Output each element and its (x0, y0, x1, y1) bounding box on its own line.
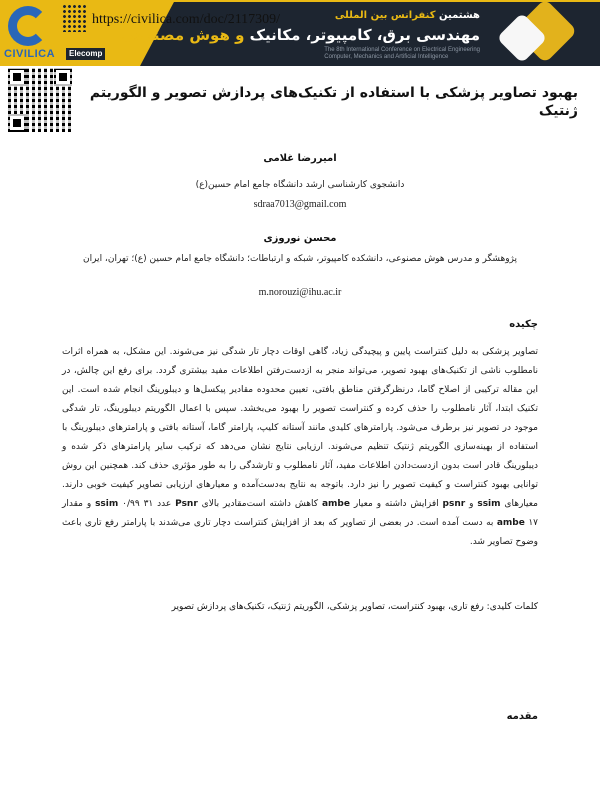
qr-finder-icon (59, 73, 67, 81)
abstract-text: افزایش داشته و معیار (353, 499, 439, 509)
abstract-heading: چکیده (509, 319, 538, 330)
conference-banner (0, 0, 600, 66)
author-affiliation: دانشجوی کارشناسی ارشد دانشگاه جامع امام حسین(ع) (195, 180, 405, 190)
conference-title-main: مهندسی برق، کامپیوتر، مکانیک (249, 26, 480, 44)
conference-english-line1: The 8th International Conference on Electrical Engineering (324, 47, 480, 53)
abstract-text: ۰/۹۹ و مقدار (62, 499, 140, 509)
author-name: امیررضا غلامی (263, 153, 337, 164)
qr-finder-icon (13, 73, 21, 81)
author-email: m.norouzi@ihu.ac.ir (258, 287, 342, 298)
banner-top-strip (0, 0, 600, 2)
abstract-text: عدد ۳۱ (143, 499, 172, 509)
author-email: sdraa7013@gmail.com (253, 199, 347, 210)
conference-english-line2: Computer, Mechanics and Artificial Intelligence (324, 54, 449, 60)
abstract-text: ۱۷ به دست آمده است. در بعضی از تصاویر که بعد از افزایش کنتراست دچار تاری می‌شدند با پارامتر رفع تاری باعث وضوح تصاویر شد. (62, 518, 538, 547)
metric-ambe: ambe (496, 518, 525, 528)
civilica-logo-icon (8, 6, 48, 46)
metric-ssim: ssim (95, 499, 119, 509)
abstract-text: کاهش داشته است‌مقادیر بالای (201, 499, 319, 509)
civilica-label: CIVILICA (4, 48, 56, 60)
elecomp-logo: Elecomp (66, 48, 105, 60)
conference-subtitle (335, 10, 480, 22)
abstract-text: تصاویر پزشکی به دلیل کنتراست پایین و پیچیدگی زیاد، گاهی اوقات دچار تار شدگی نیز می‌شوند. این مشکل، به همراه اثرات نامطلوب ناشی از تکنیک‌های بهبود تصویر، می‌تواند منجر به ازدست‌رفتن اطلاعات مفید بیشتری گردد. برای رفع این چالش، در این مقاله ترکیبی از اصلاح گاما، درنظرگرفتن مناطق بافتی، تعیین محدوده مقادیر پیکسل‌ها و دیبلورینگ انجام شده است. این تکنیک ابتدا، آثار نامطلوب را حذف کرده و کنتراست تصویر را بهبود می‌بخشد. سپس با اعمال الگوریتم دیبلورینگ، تار شدگی موجود در تصویر نیز برطرف می‌شود. پارامترهای کلیدی مانند آستانه کلیپ، پارامتر گاما، آستانه بافتی و پارامترهای دیبلورینگ با استفاده از بهینه‌سازی الگوریتم ژنتیک تنظیم می‌شوند. ارزیابی نتایج نشان می‌دهد که ترکیب سایر پارامترهای ذکر شده و دیبلورینگ قادر است بدون ازدست‌دادن اطلاعات مفید، آثار نامطلوب و تارشدگی را به طور مؤثری حذف کند. همچنین این روش توانایی بهبود کنتراست و کیفیت تصویر را نیز دارد. باتوجه به نتایج به‌دست‌آمده و معیارهای ارزیابی تصاویر کیفیت خوبی دارند. معیارهای (62, 347, 538, 509)
conference-title (119, 26, 480, 44)
metric-ssim: ssim (477, 499, 501, 509)
metric-psnr: Psnr (175, 499, 198, 509)
keywords: کلمات کلیدی: رفع تاری، بهبود کنتراست، تصاویر پزشکی، الگوریتم ژنتیک، تکنیک‌های پردازش تصویر (171, 602, 538, 612)
conference-ordinal: هشتمین (439, 10, 480, 21)
conference-english-title (324, 47, 480, 61)
introduction-heading: مقدمه (506, 711, 538, 722)
author-name: محسن نوروزی (263, 233, 337, 244)
metric-ambe: ambe (321, 499, 350, 509)
abstract-text: و (469, 499, 474, 509)
paper-title: بهبود تصاویر پزشکی با استفاده از تکنیک‌های پردازش تصویر و الگوریتم ژنتیک (89, 85, 578, 119)
author-affiliation: پژوهشگر و مدرس هوش مصنوعی، دانشکده کامپیوتر، شبکه و ارتباطات؛ دانشگاه جامع امام حسین (ع)؛ تهران، ایران (82, 254, 518, 264)
qr-finder-icon (13, 119, 21, 127)
conference-type: کنفرانس بین المللی (334, 10, 436, 21)
abstract-body (62, 343, 538, 552)
qr-code-icon[interactable] (8, 68, 72, 132)
dots-pattern-icon (62, 4, 86, 32)
metric-psnr: psnr (442, 499, 466, 509)
document-url-link[interactable]: https://civilica.com/doc/2117309/ (92, 12, 281, 27)
conference-title-highlight: و هوش مصنوعی (119, 26, 245, 44)
